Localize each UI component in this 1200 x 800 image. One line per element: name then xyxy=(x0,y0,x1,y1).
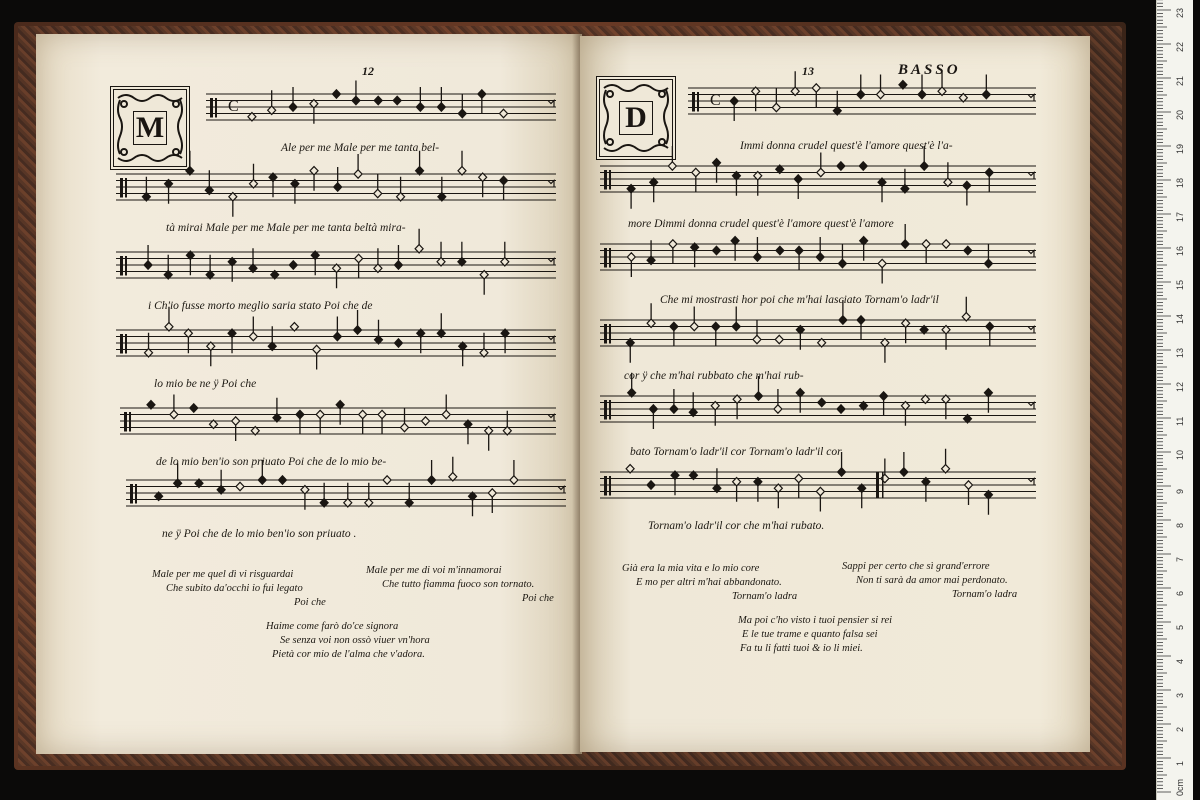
svg-text:C: C xyxy=(710,91,721,109)
note-head xyxy=(963,181,971,189)
note-head xyxy=(816,487,824,495)
note-head xyxy=(500,109,508,117)
clef-mark xyxy=(604,170,607,190)
ruler-ticks xyxy=(1157,0,1193,800)
right-lyric-line-1: Immi donna crudel quest'è l'amore quest'è l'a- xyxy=(740,140,953,152)
verse-line: Non ti sarà da amor mai perdonato. xyxy=(856,575,1008,586)
ruler-number: 16 xyxy=(1175,245,1185,256)
verse-refrain: Poi che xyxy=(294,597,326,608)
initial-letter: D xyxy=(619,101,653,135)
ruler-number: 11 xyxy=(1175,416,1185,426)
note-head xyxy=(982,90,990,98)
note-head xyxy=(900,468,908,476)
note-head xyxy=(437,103,445,111)
music-staff xyxy=(116,229,556,295)
ruler-number: 18 xyxy=(1175,177,1185,188)
left-page xyxy=(36,34,582,754)
note-head xyxy=(776,246,784,254)
note-head xyxy=(334,183,342,191)
note-head xyxy=(817,168,825,176)
ruler-number: 8 xyxy=(1175,522,1185,528)
left-lyric-line-2: tà mirai Male per me Male per me tanta beltà mira- xyxy=(166,222,406,234)
note-head xyxy=(332,90,340,98)
svg-text:C: C xyxy=(228,97,239,115)
clef-mark xyxy=(604,324,607,344)
note-head xyxy=(649,405,657,413)
note-head xyxy=(918,90,926,98)
ruler-number: 21 xyxy=(1175,75,1185,86)
right-lyric-line-2: more Dimmi donna crudel quest'è l'amore quest'è l'amore xyxy=(628,218,894,230)
verse-refrain: Tornam'o ladra xyxy=(952,589,1018,600)
left-lyric-line-4: lo mio be ne ÿ Poi che xyxy=(154,378,257,390)
note-head xyxy=(901,240,909,248)
note-head xyxy=(818,398,826,406)
note-head xyxy=(374,189,382,197)
note-head xyxy=(795,474,803,482)
music-staff xyxy=(688,71,1036,121)
ruler-number: 19 xyxy=(1175,143,1185,154)
note-head xyxy=(458,109,466,117)
clef-mark xyxy=(120,178,123,198)
right-lyric-line-6: Tornam'o ladr'il cor che m'hai rubato. xyxy=(648,520,825,532)
note-head xyxy=(428,476,436,484)
note-head xyxy=(374,96,382,104)
verse-line: Male per me di voi m'innamorai xyxy=(366,565,502,576)
ruler-number: 10 xyxy=(1175,449,1185,460)
clef-mark xyxy=(604,400,607,420)
left-verse-1 xyxy=(152,568,326,610)
note-head xyxy=(378,410,386,418)
note-head xyxy=(812,84,820,92)
note-head xyxy=(838,259,846,267)
note-head xyxy=(352,96,360,104)
left-verse-2 xyxy=(366,564,554,606)
ruler-number: 15 xyxy=(1175,279,1185,290)
note-head xyxy=(837,405,845,413)
ruler-number: 20 xyxy=(1175,109,1185,120)
music-staff xyxy=(600,449,1036,515)
ruler-number: 22 xyxy=(1175,41,1185,52)
note-head xyxy=(394,261,402,269)
right-verse-1 xyxy=(622,562,797,604)
note-head xyxy=(232,417,240,425)
note-head xyxy=(857,90,865,98)
ruler-number: 1 xyxy=(1175,760,1185,766)
final-barline xyxy=(876,472,879,498)
note-head xyxy=(985,168,993,176)
note-head xyxy=(878,259,886,267)
verse-line: Ma poi c'ho visto i tuoi pensier si rei xyxy=(738,615,893,626)
voice-part-name: BASSO xyxy=(898,62,961,78)
note-head xyxy=(732,322,740,330)
ruler-number: 5 xyxy=(1175,624,1185,630)
note-head xyxy=(877,90,885,98)
note-head xyxy=(355,254,363,262)
note-head xyxy=(712,246,720,254)
note-head xyxy=(488,489,496,497)
note-head xyxy=(965,481,973,489)
note-head xyxy=(984,259,992,267)
ruler-number: 6 xyxy=(1175,590,1185,596)
music-staff xyxy=(600,297,1036,363)
music-staff xyxy=(600,224,1036,284)
clef-mark xyxy=(210,98,213,118)
note-head xyxy=(354,326,362,334)
note-head xyxy=(144,261,152,269)
clef-mark xyxy=(124,412,127,432)
note-head xyxy=(920,162,928,170)
verse-line: Già era la mia vita e lo mio core xyxy=(622,563,760,574)
verse-refrain: Poi che xyxy=(522,593,554,604)
note-head xyxy=(753,335,761,343)
left-lyric-line-6: ne ÿ Poi che de lo mio ben'io son priuato . xyxy=(162,528,357,540)
note-head xyxy=(774,405,782,413)
note-head xyxy=(236,482,244,490)
verse-refrain: Tornam'o ladra xyxy=(732,591,798,602)
note-head xyxy=(647,481,655,489)
left-page-number: 12 xyxy=(362,64,374,78)
music-staff xyxy=(206,81,556,124)
note-head xyxy=(289,103,297,111)
right-lyric-line-4: cor ÿ che m'hai rubbato che m'hai rub- xyxy=(624,370,804,382)
note-head xyxy=(754,392,762,400)
note-head xyxy=(730,97,738,105)
clef-mark xyxy=(120,256,123,276)
note-head xyxy=(839,316,847,324)
ruler-number: 2 xyxy=(1175,726,1185,732)
ruler-number: 4 xyxy=(1175,658,1185,664)
ruler-number: 7 xyxy=(1175,556,1185,562)
measurement-ruler xyxy=(1156,0,1193,800)
right-page-number: 13 xyxy=(802,64,814,78)
note-head xyxy=(170,410,178,418)
note-head xyxy=(289,261,297,269)
music-staff xyxy=(116,307,556,370)
right-verse-2 xyxy=(842,560,1017,602)
note-head xyxy=(383,476,391,484)
note-head xyxy=(712,322,720,330)
note-head xyxy=(333,332,341,340)
ruler-number: 12 xyxy=(1175,381,1185,392)
note-head xyxy=(795,246,803,254)
note-head xyxy=(816,253,824,261)
ruler-number: 3 xyxy=(1175,692,1185,698)
verse-line: Se senza voi non ossò viuer vn'hora xyxy=(280,635,430,646)
ruler-number: 17 xyxy=(1175,211,1185,222)
note-head xyxy=(775,335,783,343)
note-head xyxy=(296,410,304,418)
clef-mark xyxy=(692,92,695,112)
note-head xyxy=(964,246,972,254)
left-verse-3 xyxy=(266,620,430,662)
note-head xyxy=(922,240,930,248)
left-lyric-line-1: Ale per me Male per me tanta bel- xyxy=(281,142,440,154)
note-head xyxy=(669,240,677,248)
note-head xyxy=(859,162,867,170)
note-head xyxy=(442,410,450,418)
note-head xyxy=(258,476,266,484)
note-head xyxy=(690,322,698,330)
music-staff xyxy=(600,146,1036,209)
note-head xyxy=(670,322,678,330)
verse-line: Che tutto fiamma fuoco son tornato. xyxy=(382,579,535,590)
note-head xyxy=(510,476,518,484)
verse-line: Male per me quel dì vi risguardai xyxy=(152,569,294,580)
note-head xyxy=(401,423,409,431)
verse-line: Sappi per certo che sì grand'errore xyxy=(842,561,990,572)
note-head xyxy=(478,90,486,98)
note-head xyxy=(794,175,802,183)
note-head xyxy=(359,410,367,418)
clef-mark xyxy=(604,476,607,496)
initial-letter: M xyxy=(133,111,167,145)
left-lyric-line-3: i Ch'io fusse morto meglio saria stato Poi che de xyxy=(148,300,373,312)
right-lyric-line-5: bato Tornam'o ladr'il cor Tornam'o ladr'il cor xyxy=(630,446,842,458)
note-head xyxy=(249,332,257,340)
music-staff xyxy=(120,395,556,451)
ruler-number: 14 xyxy=(1175,313,1185,324)
note-head xyxy=(316,410,324,418)
ruler-number: 23 xyxy=(1175,7,1185,18)
note-head xyxy=(692,168,700,176)
verse-line: Che subito da'occhi io fui legato xyxy=(166,583,303,594)
note-head xyxy=(670,405,678,413)
clef-mark xyxy=(604,248,607,268)
note-head xyxy=(422,417,430,425)
verse-line: Pietà cor mio de l'alma che v'adora. xyxy=(272,649,425,660)
note-head xyxy=(837,162,845,170)
clef-mark xyxy=(120,334,123,354)
note-head xyxy=(942,240,950,248)
note-head xyxy=(668,162,676,170)
note-head xyxy=(354,170,362,178)
verse-line: Fa tu li fatti tuoi & io li miei. xyxy=(740,643,863,654)
verse-line: E mo per altri m'hai abbandonato. xyxy=(636,577,782,588)
note-head xyxy=(278,476,286,484)
note-head xyxy=(416,103,424,111)
right-page xyxy=(580,36,1090,752)
right-verse-3 xyxy=(738,614,892,656)
note-head xyxy=(772,103,780,111)
clef-mark xyxy=(130,484,133,504)
note-head xyxy=(500,176,508,184)
note-head xyxy=(857,316,865,324)
ruler-number: 13 xyxy=(1175,347,1185,358)
note-head xyxy=(627,253,635,261)
note-head xyxy=(313,345,321,353)
note-head xyxy=(393,96,401,104)
note-head xyxy=(880,392,888,400)
ruler-number: 9 xyxy=(1175,488,1185,494)
music-staff xyxy=(116,151,556,217)
verse-line: E le tue trame e quanto falsa sei xyxy=(742,629,878,640)
left-lyric-line-5: de lo mio ben'io son priuato Poi che de lo mio be- xyxy=(156,456,387,468)
note-head xyxy=(753,253,761,261)
note-head xyxy=(986,322,994,330)
note-head xyxy=(838,468,846,476)
ruler-unit-label: 0cm xyxy=(1175,778,1185,796)
note-head xyxy=(394,339,402,347)
note-head xyxy=(190,404,198,412)
verse-line: Haime come farò do'ce signora xyxy=(266,621,399,632)
right-lyric-line-3: Che mi mostrasti hor poi che m'hai lasciato Tornam'o ladr'il xyxy=(660,294,939,306)
